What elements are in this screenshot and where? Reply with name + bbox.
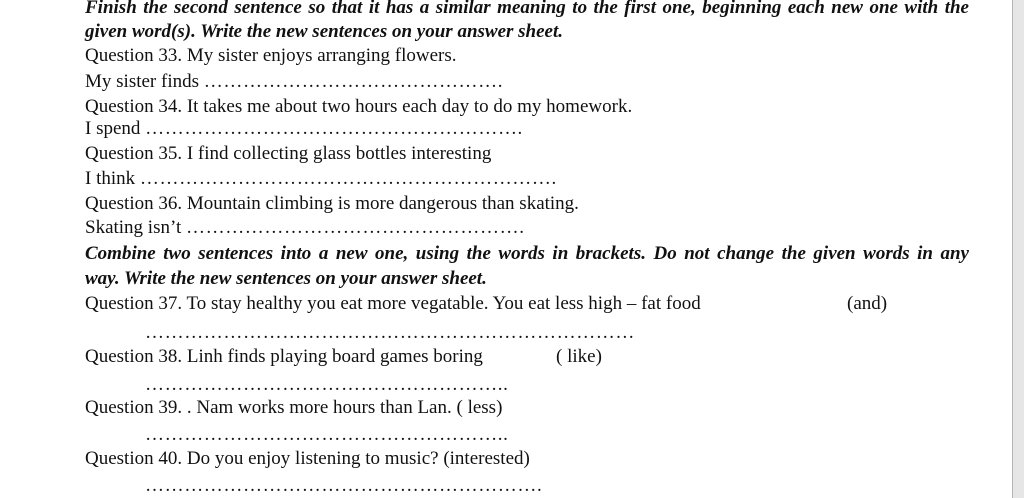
answer-line-35 [85, 168, 557, 190]
answer-prompt: I think [85, 168, 136, 189]
answer-dots: …………………………………………………. [145, 118, 523, 139]
section1-instruction-line2: given word(s). Write the new sentences on your answer sheet. [85, 21, 564, 42]
question-33: Question 33. My sister enjoys arranging flowers. [85, 45, 457, 66]
page-edge [1013, 0, 1024, 498]
answer-dots-38: ……………………………………………….. [145, 374, 509, 395]
answer-dots-37: ………………………………………………………………… [145, 322, 635, 343]
answer-prompt: My sister finds [85, 71, 199, 92]
answer-dots: ………………………………………. [203, 71, 504, 92]
question-37-hint: (and) [847, 293, 888, 314]
section1-instruction-line1: Finish the second sentence so that it has a similar meaning to the first one, beginning each new one with the [85, 0, 969, 18]
answer-dots-39: ……………………………………………….. [145, 424, 509, 445]
section2-instruction-line1: Combine two sentences into a new one, using the words in brackets. Do not change the given words in any [85, 243, 969, 264]
section2-instruction-line2: way. Write the new sentences on your answer sheet. [85, 268, 487, 289]
question-40: Question 40. Do you enjoy listening to music? (interested) [85, 448, 530, 469]
question-36: Question 36. Mountain climbing is more dangerous than skating. [85, 193, 579, 214]
question-38: Question 38. Linh finds playing board games boring [85, 346, 483, 367]
question-37: Question 37. To stay healthy you eat more vegatable. You eat less high – fat food [85, 293, 701, 314]
question-34: Question 34. It takes me about two hours each day to do my homework. [85, 96, 633, 117]
question-35: Question 35. I find collecting glass bottles interesting [85, 143, 492, 164]
question-38-hint: ( like) [556, 346, 602, 367]
answer-prompt: Skating isn’t [85, 217, 182, 238]
answer-line-34 [85, 118, 523, 140]
answer-prompt: I spend [85, 118, 141, 139]
answer-dots: ………………………………………………………. [139, 168, 557, 189]
answer-dots-40: ……………………………………………………. [145, 475, 543, 496]
question-39: Question 39. . Nam works more hours than Lan. ( less) [85, 397, 503, 418]
answer-dots: ……………………………………………. [186, 217, 525, 238]
answer-line-36 [85, 217, 525, 239]
answer-line-33 [85, 71, 503, 93]
